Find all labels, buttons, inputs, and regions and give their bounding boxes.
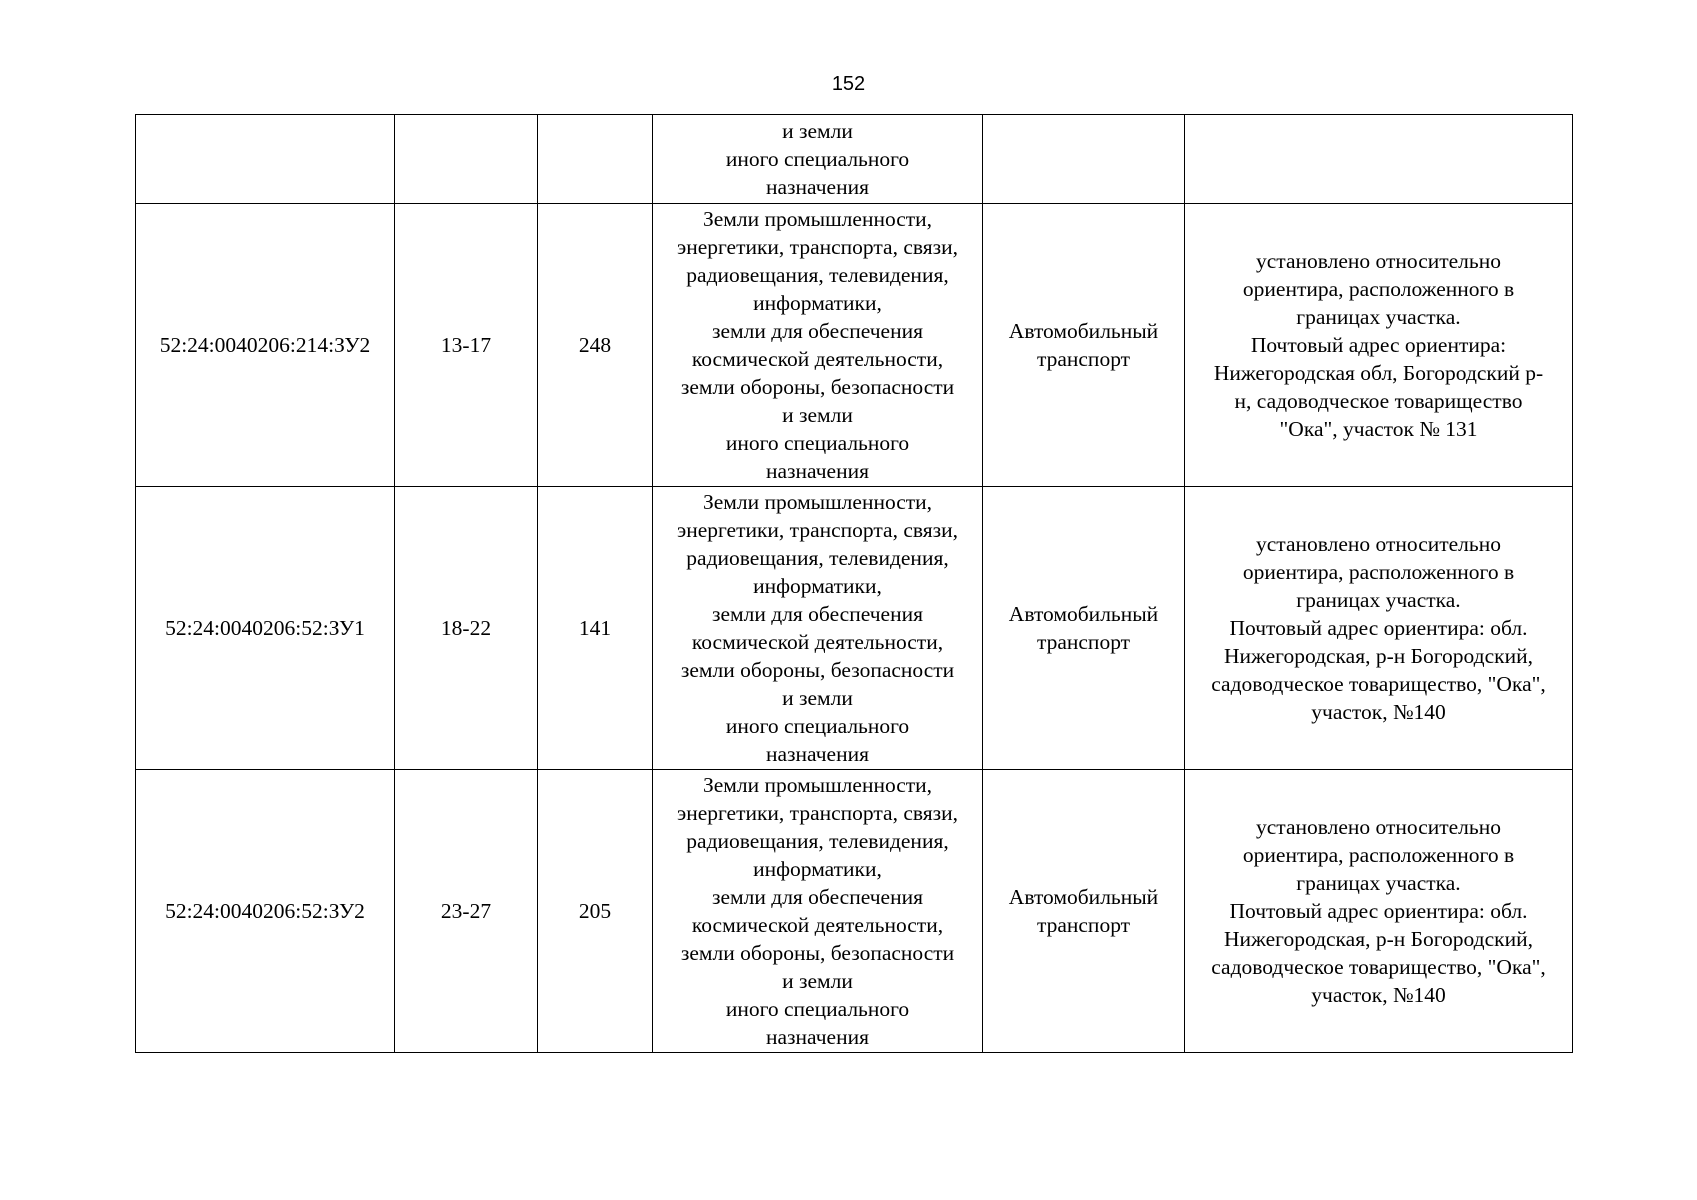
- address-cell: [1185, 115, 1573, 204]
- area-cell: 141: [538, 487, 653, 770]
- cadastral-number-cell: 52:24:0040206:214:ЗУ2: [136, 204, 395, 487]
- cadastral-number-cell: [136, 115, 395, 204]
- permitted-use-cell: [983, 115, 1185, 204]
- land-category-cell: и земли иного специального назначения: [653, 115, 983, 204]
- permitted-use-cell: Автомобильный транспорт: [983, 204, 1185, 487]
- boundary-points-cell: 13-17: [395, 204, 538, 487]
- land-category-cell: Земли промышленности, энергетики, транспорта, связи, радиовещания, телевидения, информатики, земли для обеспечения космической деятельности, земли обороны, безопасности и земли иного специального назначения: [653, 204, 983, 487]
- address-cell: установлено относительно ориентира, расположенного в границах участка. Почтовый адрес ориентира: Нижегородская обл, Богородский р- н, садоводческое товарищество "Ока", участок № 131: [1185, 204, 1573, 487]
- boundary-points-cell: 23-27: [395, 770, 538, 1053]
- permitted-use-cell: Автомобильный транспорт: [983, 770, 1185, 1053]
- area-cell: 248: [538, 204, 653, 487]
- boundary-points-cell: [395, 115, 538, 204]
- cadastral-number-cell: 52:24:0040206:52:ЗУ2: [136, 770, 395, 1053]
- land-plots-table: [135, 114, 1573, 1053]
- table-row: [136, 770, 1573, 1053]
- permitted-use-cell: Автомобильный транспорт: [983, 487, 1185, 770]
- cadastral-number-cell: 52:24:0040206:52:ЗУ1: [136, 487, 395, 770]
- table-row: [136, 487, 1573, 770]
- boundary-points-cell: 18-22: [395, 487, 538, 770]
- page-number: 152: [831, 73, 866, 95]
- table-row: [136, 115, 1573, 204]
- table-row: [136, 204, 1573, 487]
- area-cell: 205: [538, 770, 653, 1053]
- address-cell: установлено относительно ориентира, расположенного в границах участка. Почтовый адрес ориентира: обл. Нижегородская, р-н Богородский, садоводческое товарищество, "Ока", участок, №140: [1185, 770, 1573, 1053]
- land-category-cell: Земли промышленности, энергетики, транспорта, связи, радиовещания, телевидения, информатики, земли для обеспечения космической деятельности, земли обороны, безопасности и земли иного специального назначения: [653, 770, 983, 1053]
- address-cell: установлено относительно ориентира, расположенного в границах участка. Почтовый адрес ориентира: обл. Нижегородская, р-н Богородский, садоводческое товарищество, "Ока", участок, №140: [1185, 487, 1573, 770]
- area-cell: [538, 115, 653, 204]
- land-category-cell: Земли промышленности, энергетики, транспорта, связи, радиовещания, телевидения, информатики, земли для обеспечения космической деятельности, земли обороны, безопасности и земли иного специального назначения: [653, 487, 983, 770]
